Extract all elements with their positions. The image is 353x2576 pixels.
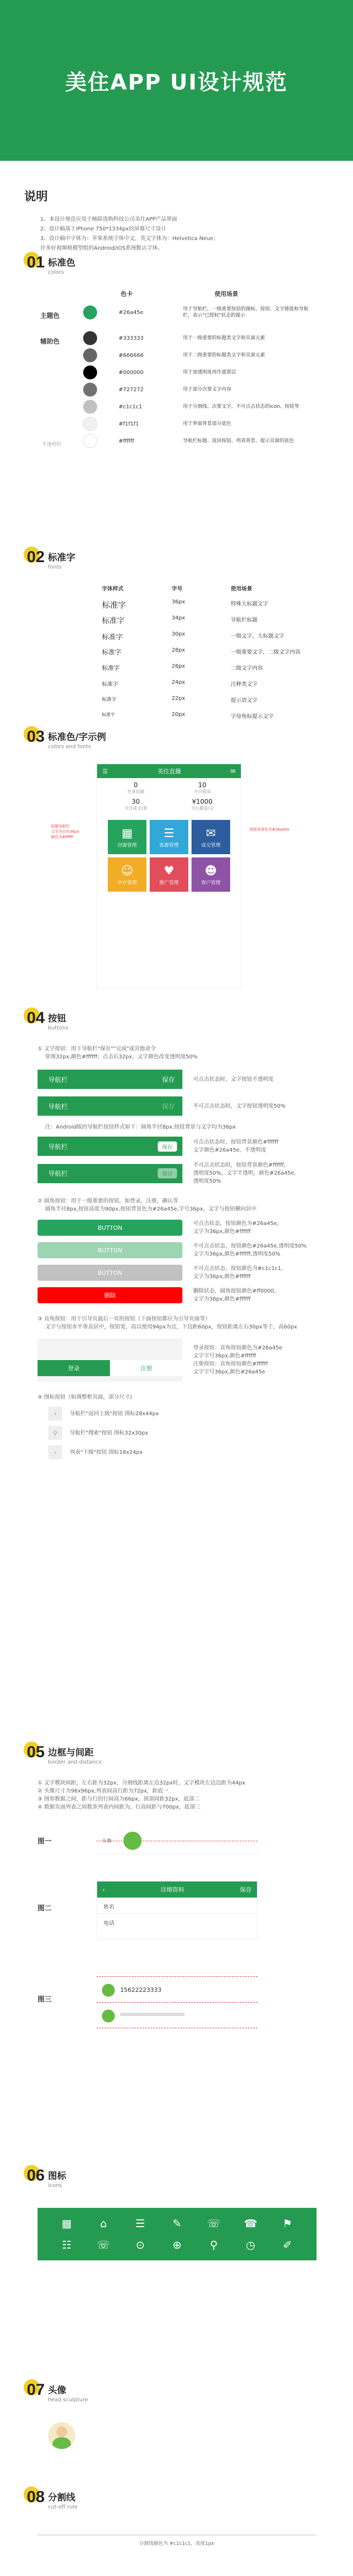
android-nav-bar	[38, 1137, 182, 1156]
color-swatch	[83, 417, 97, 431]
app-icon: ☎	[244, 2217, 258, 2230]
round-button[interactable]: 删除	[38, 1287, 182, 1303]
round-button-note: 不可点击状态，按钮颜色为#c1c1c1, 文字为36px,颜色#ffffff	[193, 1266, 283, 1280]
stat-item	[169, 798, 236, 811]
section-title: 图标	[48, 2171, 67, 2182]
avatar	[48, 2422, 75, 2449]
font-sample: 标准字	[102, 600, 127, 610]
font-head-usage: 使用场景	[231, 586, 252, 592]
tile-label: 推广管理	[159, 880, 179, 886]
color-hex: #ffffff	[119, 438, 135, 444]
nav-bar-label: 导航栏	[48, 1170, 68, 1177]
icon-size-note: 导航栏"搜索"按钮 图标32x30px	[70, 1430, 149, 1436]
app-icon: ⚲	[210, 2238, 218, 2251]
section-number: 01	[27, 253, 45, 271]
avatar-section	[0, 2379, 353, 2449]
color-swatch	[83, 331, 97, 345]
register-button[interactable]: 注册	[110, 1360, 182, 1376]
tile-label: 客户管理	[201, 880, 220, 886]
section-number: 03	[27, 728, 45, 745]
section-number: 05	[27, 1743, 45, 1761]
hero-banner	[0, 0, 353, 161]
icon-grid	[38, 2208, 317, 2260]
tile-icon: ☰	[164, 826, 174, 840]
nav-bar-note: 不可点击状态时，文字按钮透明度50%	[193, 1103, 286, 1109]
font-usage: 字母角标提示文字	[231, 714, 274, 720]
intro-section	[0, 161, 353, 253]
section-title: 边框与间距	[48, 1748, 94, 1758]
nav-bar-label: 导航栏	[48, 1076, 68, 1084]
app-icon: ⚑	[282, 2217, 292, 2230]
section-title: 头像	[48, 2385, 67, 2396]
font-head-style: 字体样式	[102, 586, 123, 592]
section-subtitle: cut-off rule	[48, 2504, 78, 2510]
color-usage: 用于二级重要的标题类文字和页面元素	[183, 353, 266, 358]
font-sample: 标准字	[102, 712, 115, 717]
section-header	[0, 2379, 353, 2417]
col-head-usage: 使用场景	[215, 290, 238, 297]
section-number: 04	[27, 1009, 45, 1027]
stat-label: 今日成交/套	[124, 806, 148, 811]
font-usage: 一级重要文字，二级文字内容	[231, 649, 300, 655]
app-icon: ☏	[97, 2238, 111, 2251]
app-icon: ⊙	[136, 2238, 145, 2251]
border-rule: ④ 数据页面列表之间数条列表内间距为，行高间距与700px，底部三	[38, 1804, 201, 1810]
example-section	[0, 726, 353, 999]
color-usage: 用于加透明度再作遮罩层	[183, 370, 237, 375]
color-row	[83, 331, 330, 345]
save-button[interactable]: 保存	[161, 1076, 175, 1084]
phone-number: 15622223333	[120, 1987, 161, 1993]
tile-icon: ☺	[121, 864, 134, 878]
stat-value: 0	[134, 781, 138, 789]
android-note-detail: 可点击状态时，按钮背景颜色#ffffff 文字颜色#26a45e，不透明度	[193, 1139, 279, 1153]
menu-icon[interactable]: ☰	[102, 767, 108, 775]
app-icon: ✎	[172, 2217, 182, 2230]
color-hex: #c1c1c1	[119, 404, 142, 410]
color-row	[83, 305, 330, 319]
round-button-rule: ② 圆角按钮：用于一级重要的按钮，如登录，注册，确认等	[38, 1198, 179, 1204]
font-sample: 标准字	[102, 617, 124, 625]
col-head-color: 色卡	[121, 290, 133, 297]
app-icon: ✐	[283, 2238, 292, 2251]
section-header	[0, 1742, 353, 1779]
border-rule: ① 文字模块间距，左右距为32px，分割线距离左边32px时，文字模块左边边距为44px	[38, 1780, 246, 1786]
app-icon: ▦	[61, 2217, 72, 2230]
section-subtitle: border and distance	[48, 1759, 102, 1765]
button-rule: ① 文字按钮：用于导航栏"保存""完成"或其他命令	[38, 1046, 156, 1052]
avatar-label: 头像	[102, 1839, 112, 1844]
intro-title: 说明	[24, 190, 48, 204]
section-title: 分割线	[48, 2492, 76, 2503]
android-note: 注：Android版的导航栏按钮样式如下：圆角半径8px,按钮背景与文字均为36px	[45, 1124, 236, 1130]
color-swatch	[83, 400, 97, 414]
page-title: 美住APP UI设计规范	[65, 70, 288, 95]
section-title: 标准字	[48, 552, 76, 563]
color-swatch	[83, 305, 97, 319]
font-size-value: 24px	[172, 680, 185, 685]
round-button-note: 可点击状态，按钮颜色为#26a45e， 文字为36px,颜色#ffffff	[193, 1221, 283, 1235]
app-icon: ☏	[207, 2217, 221, 2230]
font-usage: 提示语文字	[231, 698, 258, 704]
round-button-rule-detail: 圆角半径8px,按钮高度为90px,按钮背景色为#26a45e,字号36px，文字与按钮横向居中	[45, 1206, 257, 1212]
icon-button-rule: ④ 图标按钮（如调整框页面，部分尺寸)	[38, 1394, 133, 1400]
tile-label: 中介管理	[117, 880, 137, 886]
round-button[interactable]: BUTTON	[38, 1220, 182, 1236]
font-size-value: 26px	[172, 663, 185, 669]
figure-label: 图二	[38, 1905, 52, 1913]
round-button-row	[38, 1287, 332, 1303]
app-icon: ◷	[246, 2238, 255, 2251]
phone-mock	[97, 764, 241, 989]
font-sample: 标准字	[102, 664, 120, 671]
tile-label: 房源管理	[117, 842, 137, 848]
main-color-label: 主题色	[40, 312, 60, 319]
search-icon[interactable]: ⚲	[48, 1426, 62, 1440]
nav-bar-sample	[38, 1096, 182, 1116]
divider-section	[0, 2487, 353, 2547]
color-usage: 导航栏标题、返回按钮、列表背景、提示页面的底色	[183, 438, 295, 444]
font-size-value: 22px	[172, 696, 185, 701]
font-sample: 标准字	[102, 682, 118, 688]
figure-three	[97, 1972, 258, 2031]
icon-size-note: 导航栏"返回上级"按钮 图标28x44px	[70, 1410, 159, 1417]
divider-note: 分割线颜色为 #c1c1c1，高度1px	[138, 2541, 215, 2547]
color-row	[83, 365, 330, 379]
opacity-label: 不透明的	[42, 442, 62, 447]
nav-bar-label: 导航栏	[48, 1143, 68, 1151]
section-title: 标准色	[48, 258, 76, 268]
avatar	[123, 1832, 142, 1850]
section-title: 标准色/字示例	[48, 732, 106, 743]
color-table	[0, 289, 353, 488]
round-button[interactable]: BUTTON	[38, 1242, 182, 1258]
font-sample: 标准字	[102, 648, 122, 656]
section-number: 02	[27, 548, 45, 566]
font-size-value: 34px	[172, 615, 185, 621]
app-icon: ☰	[135, 2217, 145, 2230]
section-subtitle: buttons	[48, 1025, 69, 1031]
intro-line: 3、设计稿中字体为：苹果系统字体中文，英文字体为：Helvetica Neue；	[40, 236, 219, 242]
menu-tile[interactable]	[192, 857, 230, 892]
font-size-value: 20px	[172, 712, 185, 718]
nav-bar-label: 导航栏	[48, 1102, 68, 1110]
nav-annotation: 标题导航栏 文字为白色36px 颜色为#ffffff	[51, 824, 79, 839]
menu-tile[interactable]	[108, 857, 146, 892]
stat-item	[169, 781, 236, 795]
buttons-section	[0, 1007, 353, 1459]
tile-label: 成交管理	[201, 842, 220, 848]
intro-line: 2、设计稿基于iPhone 750*1334px的屏幕尺寸设计	[40, 226, 167, 232]
android-note-detail: 不可点击状态时，按钮背景颜色#ffffff, 透明度50%，文字半透明，颜色#26a45e, 透明度50%	[193, 1162, 296, 1184]
section-number: 08	[27, 2488, 45, 2506]
stat-value: ¥1000	[192, 798, 213, 805]
section-header	[0, 1007, 353, 1045]
square-button-rule: ③ 直角按钮：用于引导页最后一页的按钮（下面按钮都应为引导页面等）	[38, 1316, 211, 1322]
stat-item	[102, 798, 169, 811]
back-icon[interactable]: ‹	[102, 1886, 105, 1893]
back-icon[interactable]: ‹	[48, 1407, 62, 1421]
section-header	[0, 726, 353, 764]
stat-value: 10	[198, 781, 207, 789]
icons-section	[0, 2165, 353, 2260]
button-annotation: 按钮背景色为#26a45e	[249, 827, 290, 832]
color-swatch	[83, 348, 97, 362]
tile-label: 客源管理	[159, 842, 179, 848]
border-section	[0, 1742, 353, 2052]
color-usage: 用于部分次要文字内容	[183, 387, 232, 392]
font-usage: 二级文字内容	[231, 666, 263, 671]
stat-label: 今日看房	[194, 789, 211, 794]
figure-two	[97, 1881, 258, 1940]
nav-bar-note: 可点击状态时，文字按钮不透明度	[193, 1076, 274, 1082]
phone-nav-bar	[97, 764, 241, 778]
stat-label: 共享房源	[127, 789, 144, 794]
tile-icon: ✉	[205, 826, 216, 840]
color-usage: 用于一级重要的标题类文字和页面元素	[183, 335, 266, 341]
round-button-row	[38, 1265, 332, 1281]
android-save-button-disabled[interactable]: 保存	[158, 1168, 177, 1178]
color-swatch	[83, 434, 97, 448]
tile-icon: ▦	[121, 826, 133, 840]
section-subtitle: fonts	[48, 564, 62, 570]
section-subtitle: head sculpture	[48, 2397, 88, 2403]
detail-title: 详细资料	[160, 1886, 185, 1893]
border-rule: ③ 图形数据之间，距与行的行间高为66px，顶部间距32px，底部二	[38, 1796, 200, 1802]
avatar	[102, 1984, 115, 1997]
color-row	[83, 348, 330, 362]
font-size-value: 36px	[172, 599, 185, 605]
font-usage: 特殊大标题文字	[231, 601, 268, 607]
color-row	[83, 400, 330, 414]
section-title: 按钮	[48, 1013, 67, 1024]
color-swatch	[83, 365, 97, 379]
color-row	[83, 417, 330, 431]
color-hex: #000000	[119, 369, 144, 376]
tile-icon: ☻	[204, 864, 217, 878]
phone-nav-title: 美住直播	[157, 768, 181, 775]
nav-bar-sample	[38, 1070, 182, 1089]
color-hex: #333333	[119, 335, 144, 341]
section-subtitle: colors	[48, 270, 64, 275]
intro-line: 1、本设计规范应用于畅联选购科技公司美住APP产品界面	[40, 216, 178, 222]
avatar	[102, 2010, 115, 2022]
menu-tile[interactable]	[150, 820, 188, 854]
section-header	[0, 547, 353, 584]
round-button-note: 删除状态，圆角按钮颜色#ff0000， 文字为36px,颜色#ffffff	[193, 1288, 280, 1302]
tile-icon: ♥	[164, 864, 174, 878]
font-head-size: 字号	[172, 586, 182, 592]
color-hex: #26a45e	[119, 309, 144, 316]
section-subtitle: icons	[48, 2183, 62, 2189]
section-header	[0, 2487, 353, 2524]
color-swatch	[83, 383, 97, 397]
app-icon: ☷	[62, 2238, 72, 2251]
round-button-row	[38, 1220, 332, 1236]
form-row[interactable]: 姓名	[97, 1898, 257, 1914]
color-usage: 用于分割线、次要文字，不可点击状态的icon、按钮等	[183, 404, 299, 409]
color-usage: 用于界面背景部分底色	[183, 421, 232, 427]
round-button-row	[38, 1242, 332, 1258]
stat-label: 今日佣金/元	[190, 806, 214, 811]
android-nav-bar	[38, 1164, 182, 1183]
colors-section	[0, 252, 353, 488]
menu-tile[interactable]	[192, 820, 230, 854]
font-usage: 一级文字，大标题文字	[231, 633, 284, 639]
square-button-rule-detail: 文字与按钮水平垂直居中，按钮宽，高以使用94px为宜，下边距60px，按钮距离左右30px等于，高60px	[45, 1324, 297, 1330]
color-row	[83, 434, 330, 448]
figure-label: 图一	[38, 1838, 52, 1846]
aux-color-label: 辅助色	[40, 338, 60, 345]
form-row[interactable]: 电话	[104, 1921, 114, 1927]
color-usage: 用于导航栏，一级重要按钮的图标、按钮、文字链接和导航栏，表示"已授权"状态的提示	[183, 307, 309, 318]
save-button[interactable]: 保存	[240, 1886, 252, 1893]
font-table	[0, 584, 353, 734]
square-button-note: 登录按钮：直角按钮颜色为#26a45e 文字字号36px,颜色#ffffff 注册按钮：直角按钮颜色#ffffff 文字字号36px,颜色#26a45e	[193, 1345, 283, 1375]
button-rule-detail: 常规32px,颜色#ffffff；点击后32px，文字颜色改变透明度50%	[45, 1054, 198, 1060]
section-header	[0, 252, 353, 289]
section-header	[0, 2165, 353, 2202]
font-sample: 标准字	[102, 697, 117, 703]
android-save-button[interactable]: 保存	[158, 1141, 177, 1152]
font-sample: 标准字	[102, 633, 123, 641]
save-button-disabled[interactable]: 保存	[161, 1102, 175, 1110]
app-icon: ⊕	[172, 2238, 182, 2251]
font-usage: 导航栏标题	[231, 617, 258, 623]
figure-one	[97, 1827, 258, 1854]
login-button[interactable]: 登录	[38, 1360, 110, 1376]
message-icon[interactable]: ✉	[230, 767, 236, 775]
menu-tile[interactable]	[108, 820, 146, 854]
chevron-right-icon[interactable]: ›	[48, 1445, 62, 1459]
section-subtitle: colors and fonts	[48, 744, 91, 750]
color-hex: #666666	[119, 352, 144, 359]
color-hex: #f1f1f1	[119, 421, 139, 427]
icon-size-note: 列表"下级"按钮 图标16x24px	[70, 1449, 143, 1455]
font-size-value: 30px	[172, 631, 185, 637]
border-rule: ② 头像尺寸为96x96px,列表间高行距为72px，距底一	[38, 1788, 168, 1794]
font-size-value: 28px	[172, 647, 185, 653]
menu-tile[interactable]	[150, 857, 188, 892]
round-button-note: 不可点击状态，按钮颜色#26a45e,透明度50% 文字为36px,颜色#ffffff,透明度50%	[193, 1243, 307, 1257]
figure-label: 图三	[38, 1996, 52, 2004]
color-hex: #727272	[119, 386, 144, 393]
round-button[interactable]: BUTTON	[38, 1265, 182, 1281]
section-number: 07	[27, 2381, 45, 2399]
font-usage: 注释类文字	[231, 682, 258, 688]
color-row	[83, 383, 330, 397]
intro-line: 许多好视频格模型组的Android/iOS系统默认字体。	[40, 245, 164, 251]
app-icon: ⌂	[100, 2217, 107, 2230]
fonts-section	[0, 547, 353, 734]
stat-value: 30	[131, 798, 140, 805]
stat-item	[102, 781, 169, 795]
section-number: 06	[27, 2167, 45, 2184]
